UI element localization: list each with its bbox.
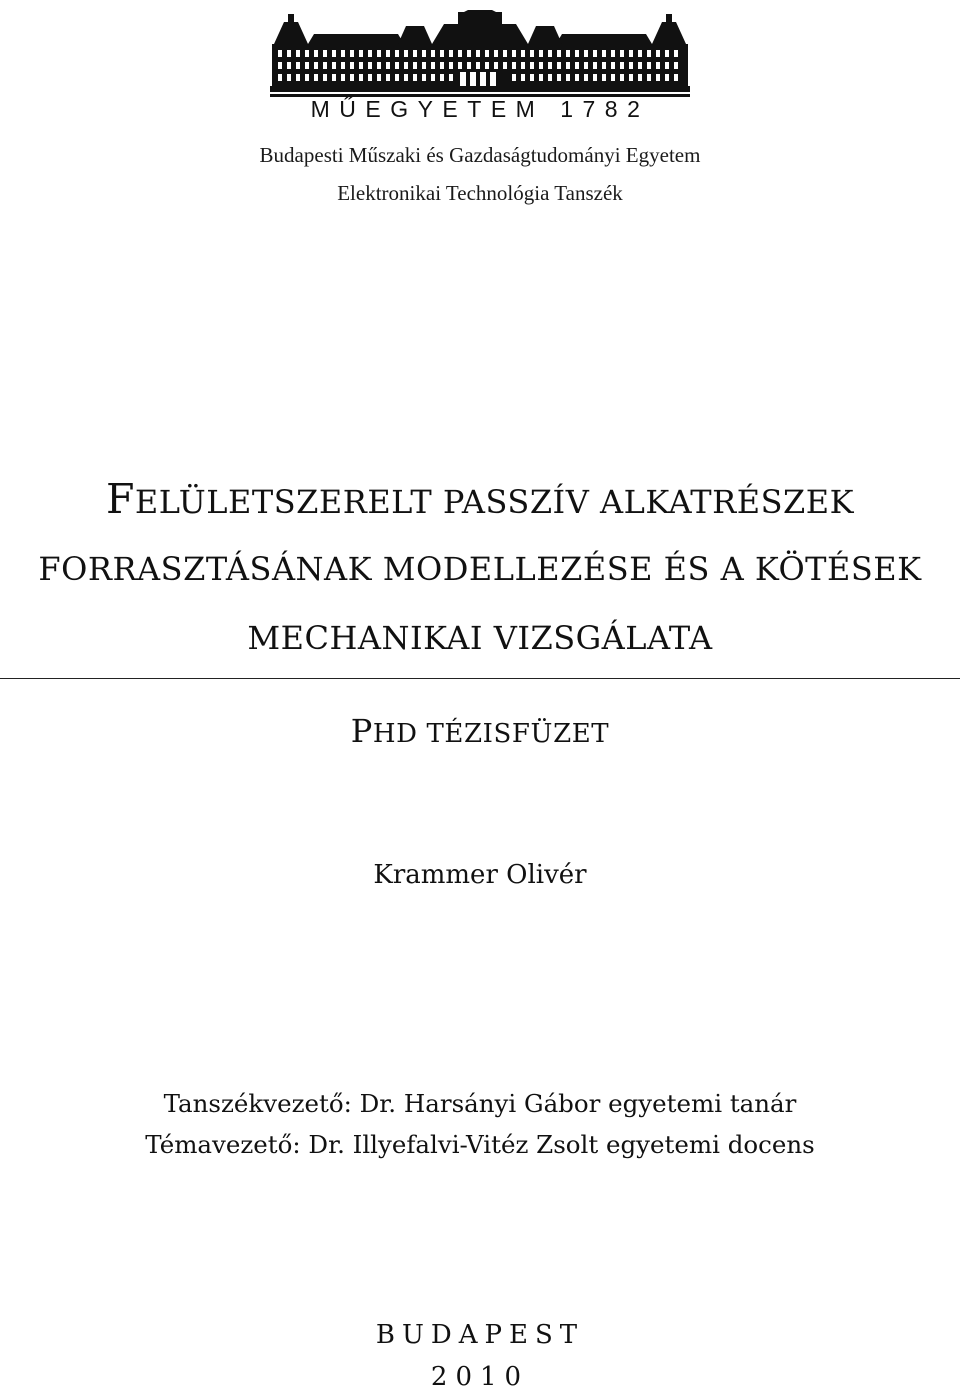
window (539, 62, 543, 69)
window (467, 62, 471, 69)
window (440, 50, 444, 57)
university-name: Budapesti Műszaki és Gazdaságtudományi Egyetem (259, 143, 701, 167)
window (341, 74, 345, 81)
window (332, 74, 336, 81)
window (278, 62, 282, 69)
window (287, 62, 291, 69)
window (656, 74, 660, 81)
window (512, 62, 516, 69)
window (557, 50, 561, 57)
title-line-2: FORRASZTÁSÁNAK MODELLEZÉSE ÉS A KÖTÉSEK (38, 550, 922, 588)
window (521, 62, 525, 69)
window (458, 50, 462, 57)
window (323, 62, 327, 69)
window (584, 62, 588, 69)
window (476, 62, 480, 69)
window (485, 50, 489, 57)
window (593, 74, 597, 81)
window (638, 62, 642, 69)
window (341, 62, 345, 69)
window (485, 62, 489, 69)
window (629, 50, 633, 57)
entrance-arch (470, 72, 476, 86)
window (647, 62, 651, 69)
window (350, 62, 354, 69)
window (359, 62, 363, 69)
window (566, 74, 570, 81)
window (314, 62, 318, 69)
thesis-type-initial: P (350, 712, 373, 750)
window (548, 62, 552, 69)
window (332, 50, 336, 57)
window (359, 74, 363, 81)
window (638, 50, 642, 57)
window (422, 50, 426, 57)
window (566, 50, 570, 57)
window (548, 50, 552, 57)
author-name: Krammer Olivér (373, 860, 587, 890)
window (422, 62, 426, 69)
window (575, 62, 579, 69)
window (476, 50, 480, 57)
window (395, 74, 399, 81)
window (467, 50, 471, 57)
window (611, 50, 615, 57)
window (620, 50, 624, 57)
window (458, 62, 462, 69)
thesis-type (0, 712, 960, 750)
window (332, 62, 336, 69)
window (656, 50, 660, 57)
window (611, 62, 615, 69)
window (413, 74, 417, 81)
window (674, 74, 678, 81)
window (377, 74, 381, 81)
window (494, 62, 498, 69)
window (503, 62, 507, 69)
window (431, 74, 435, 81)
window (278, 74, 282, 81)
window (674, 50, 678, 57)
entrance-arch (490, 72, 496, 86)
window (575, 74, 579, 81)
window (665, 50, 669, 57)
window (512, 50, 516, 57)
window (629, 74, 633, 81)
window (539, 74, 543, 81)
window (440, 74, 444, 81)
window (305, 50, 309, 57)
window (521, 50, 525, 57)
window (620, 62, 624, 69)
title-line-1-rest: ELÜLETSZERELT PASSZÍV ALKATRÉSZEK (134, 483, 855, 521)
window (557, 74, 561, 81)
window (449, 74, 453, 81)
window (521, 74, 525, 81)
window (611, 74, 615, 81)
window (629, 62, 633, 69)
window (593, 62, 597, 69)
window (278, 50, 282, 57)
window (404, 50, 408, 57)
window (413, 50, 417, 57)
window (350, 50, 354, 57)
university-building-logo (268, 10, 692, 120)
window (593, 50, 597, 57)
window (620, 74, 624, 81)
window (314, 50, 318, 57)
window (575, 50, 579, 57)
window (557, 62, 561, 69)
title-initial: F (105, 475, 135, 523)
entrance-arch (460, 72, 466, 86)
window (602, 74, 606, 81)
window (638, 74, 642, 81)
window (305, 62, 309, 69)
place: BUDAPEST (375, 1320, 585, 1350)
window (386, 74, 390, 81)
window (647, 50, 651, 57)
window (314, 74, 318, 81)
window (431, 62, 435, 69)
window (368, 50, 372, 57)
window (296, 62, 300, 69)
window (386, 62, 390, 69)
department-name: Elektronikai Technológia Tanszék (337, 181, 623, 205)
window (530, 62, 534, 69)
window (287, 74, 291, 81)
window (503, 50, 507, 57)
window (449, 62, 453, 69)
window (530, 74, 534, 81)
window (512, 74, 516, 81)
window (539, 50, 543, 57)
window (584, 50, 588, 57)
window (647, 74, 651, 81)
window (350, 74, 354, 81)
window (341, 50, 345, 57)
window (386, 50, 390, 57)
window (323, 74, 327, 81)
window (404, 62, 408, 69)
window (440, 62, 444, 69)
window (494, 50, 498, 57)
window (413, 62, 417, 69)
supervisor: Témavezető: Dr. Illyefalvi-Vitéz Zsolt egyetemi docens (145, 1130, 815, 1159)
title-line-3: MECHANIKAI VIZSGÁLATA (247, 619, 713, 657)
window (395, 50, 399, 57)
window (305, 74, 309, 81)
window (395, 62, 399, 69)
window (377, 62, 381, 69)
horizontal-rule (0, 678, 960, 679)
window (548, 74, 552, 81)
window (665, 62, 669, 69)
entrance-arch (480, 72, 486, 86)
head-of-department: Tanszékvezető: Dr. Harsányi Gábor egyetemi tanár (163, 1089, 797, 1118)
window (584, 74, 588, 81)
window (566, 62, 570, 69)
window (530, 50, 534, 57)
window (431, 50, 435, 57)
window (359, 50, 363, 57)
building-icon (268, 10, 692, 120)
window (656, 62, 660, 69)
window (296, 50, 300, 57)
window (449, 50, 453, 57)
year: 2010 (430, 1362, 530, 1392)
window (422, 74, 426, 81)
logo-wordmark: MŰEGYETEM 1782 (310, 96, 650, 120)
thesis-type-rest: HD TÉZISFÜZET (372, 719, 610, 749)
window (377, 50, 381, 57)
window (404, 74, 408, 81)
window (287, 50, 291, 57)
window (368, 74, 372, 81)
window (296, 74, 300, 81)
window (674, 62, 678, 69)
window (602, 50, 606, 57)
window (665, 74, 669, 81)
window (368, 62, 372, 69)
title-line-1 (0, 475, 960, 523)
window (323, 50, 327, 57)
window (602, 62, 606, 69)
